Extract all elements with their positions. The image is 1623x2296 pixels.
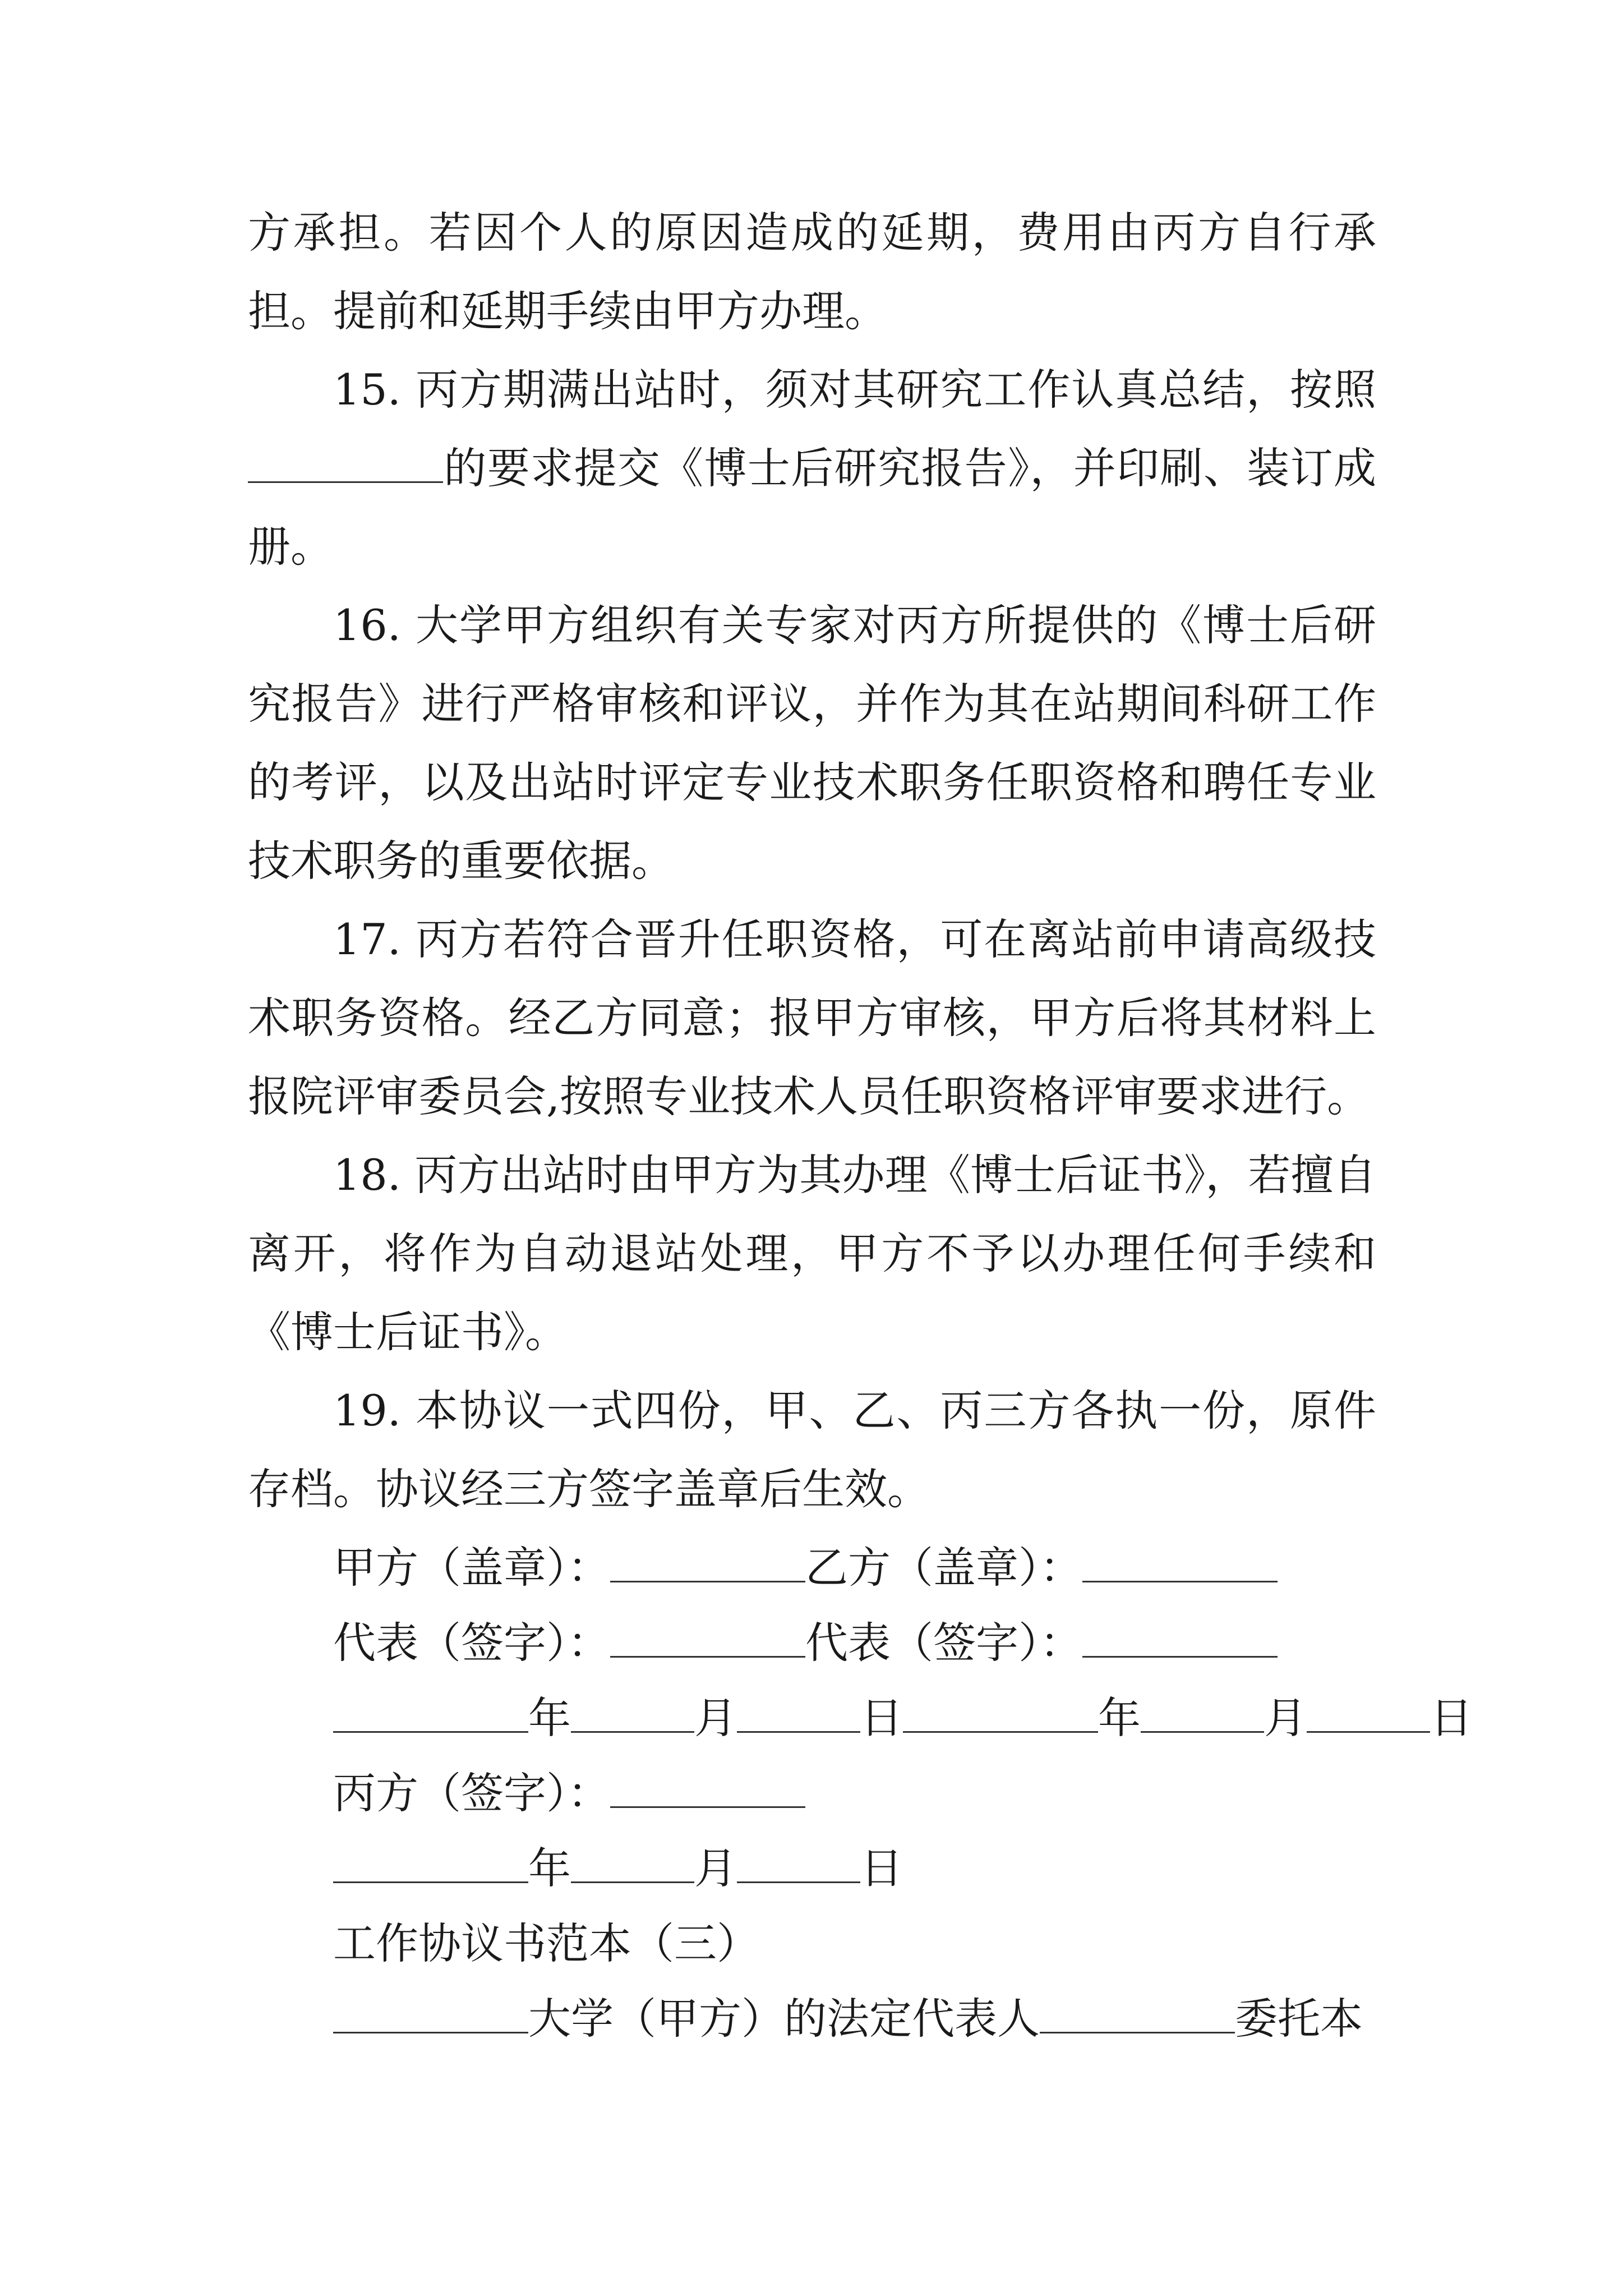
paragraph-15 xyxy=(248,351,1376,586)
day-blank-a xyxy=(737,1696,860,1733)
next-section-first-line xyxy=(248,1980,1376,2058)
party-c-sign-line xyxy=(248,1754,1376,1833)
day-label-a: 日 xyxy=(860,1693,903,1743)
party-b-seal-label: 乙方（盖章）： xyxy=(805,1543,1082,1593)
year-blank-c xyxy=(333,1847,528,1883)
next-section-text-a: 大学（甲方）的法定代表人 xyxy=(528,1994,1040,2044)
document-page xyxy=(248,194,1473,2058)
legal-rep-blank xyxy=(1040,1997,1235,2033)
rep-sign-label-1: 代表（签字）： xyxy=(333,1618,610,1668)
month-blank-c xyxy=(571,1847,694,1883)
day-blank-b xyxy=(1307,1696,1430,1733)
date-line-ab xyxy=(248,1679,1473,1757)
day-label-c: 日 xyxy=(860,1843,903,1893)
party-a-seal-label: 甲方（盖章）： xyxy=(333,1543,610,1593)
year-blank-b xyxy=(903,1696,1098,1733)
day-blank-c xyxy=(737,1847,860,1883)
next-section-title: 工作协议书范本（三） xyxy=(333,1918,759,1968)
month-blank-a xyxy=(571,1696,694,1733)
paragraph-17: 17. 丙方若符合晋升任职资格，可在离站前申请高级技术职务资格。经乙方同意；报甲方审核，甲方后将其材料上报院评审委员会,按照专业技术人员任职资格评审要求进行。 xyxy=(248,914,1376,1121)
month-blank-b xyxy=(1141,1696,1264,1733)
year-label-b: 年 xyxy=(1098,1693,1141,1743)
month-label-a: 月 xyxy=(694,1693,737,1743)
year-label-c: 年 xyxy=(528,1843,571,1893)
rep-sign-blank-2 xyxy=(1082,1621,1278,1658)
paragraph-19: 19. 本协议一式四份，甲、乙、丙三方各执一份，原件存档。协议经三方签字盖章后生效。 xyxy=(248,1386,1376,1514)
next-section-text-b: 委托本 xyxy=(1235,1994,1363,2044)
day-label-b: 日 xyxy=(1430,1693,1473,1743)
month-label-c: 月 xyxy=(694,1843,737,1893)
rep-sign-blank-1 xyxy=(610,1621,805,1658)
seal-line xyxy=(248,1529,1376,1607)
paragraph-15-text-b: 的要求提交《博士后研究报告》，并印刷、装订成册。 xyxy=(248,443,1376,572)
month-label-b: 月 xyxy=(1264,1693,1307,1743)
year-blank-a xyxy=(333,1696,528,1733)
paragraph-15-text-a: 15. 丙方期满出站时，须对其研究工作认真总结，按照 xyxy=(333,365,1376,415)
paragraph-16: 16. 大学甲方组织有关专家对丙方所提供的《博士后研究报告》进行严格审核和评议，并作为其在站期间科研工作的考评，以及出站时评定专业技术职务任职资格和聘任专业技术职务的重要依据。 xyxy=(248,600,1376,886)
party-c-sign-blank xyxy=(610,1772,805,1808)
party-b-seal-blank xyxy=(1082,1546,1278,1582)
rep-sign-line xyxy=(248,1604,1376,1682)
date-line-c xyxy=(248,1829,1376,1908)
university-name-blank xyxy=(333,1997,528,2033)
year-label-a: 年 xyxy=(528,1693,571,1743)
paragraph-18: 18. 丙方出站时由甲方为其办理《博士后证书》，若擅自离开，将作为自动退站处理，甲方不予以办理任何手续和《博士后证书》。 xyxy=(248,1150,1376,1357)
paragraph-14-continued: 方承担。若因个人的原因造成的延期，费用由丙方自行承担。提前和延期手续由甲方办理。 xyxy=(248,208,1376,336)
blank-requirement-field xyxy=(248,447,443,483)
party-c-sign-label: 丙方（签字）： xyxy=(333,1768,610,1818)
party-a-seal-blank xyxy=(610,1546,805,1582)
rep-sign-label-2: 代表（签字）： xyxy=(805,1618,1082,1668)
